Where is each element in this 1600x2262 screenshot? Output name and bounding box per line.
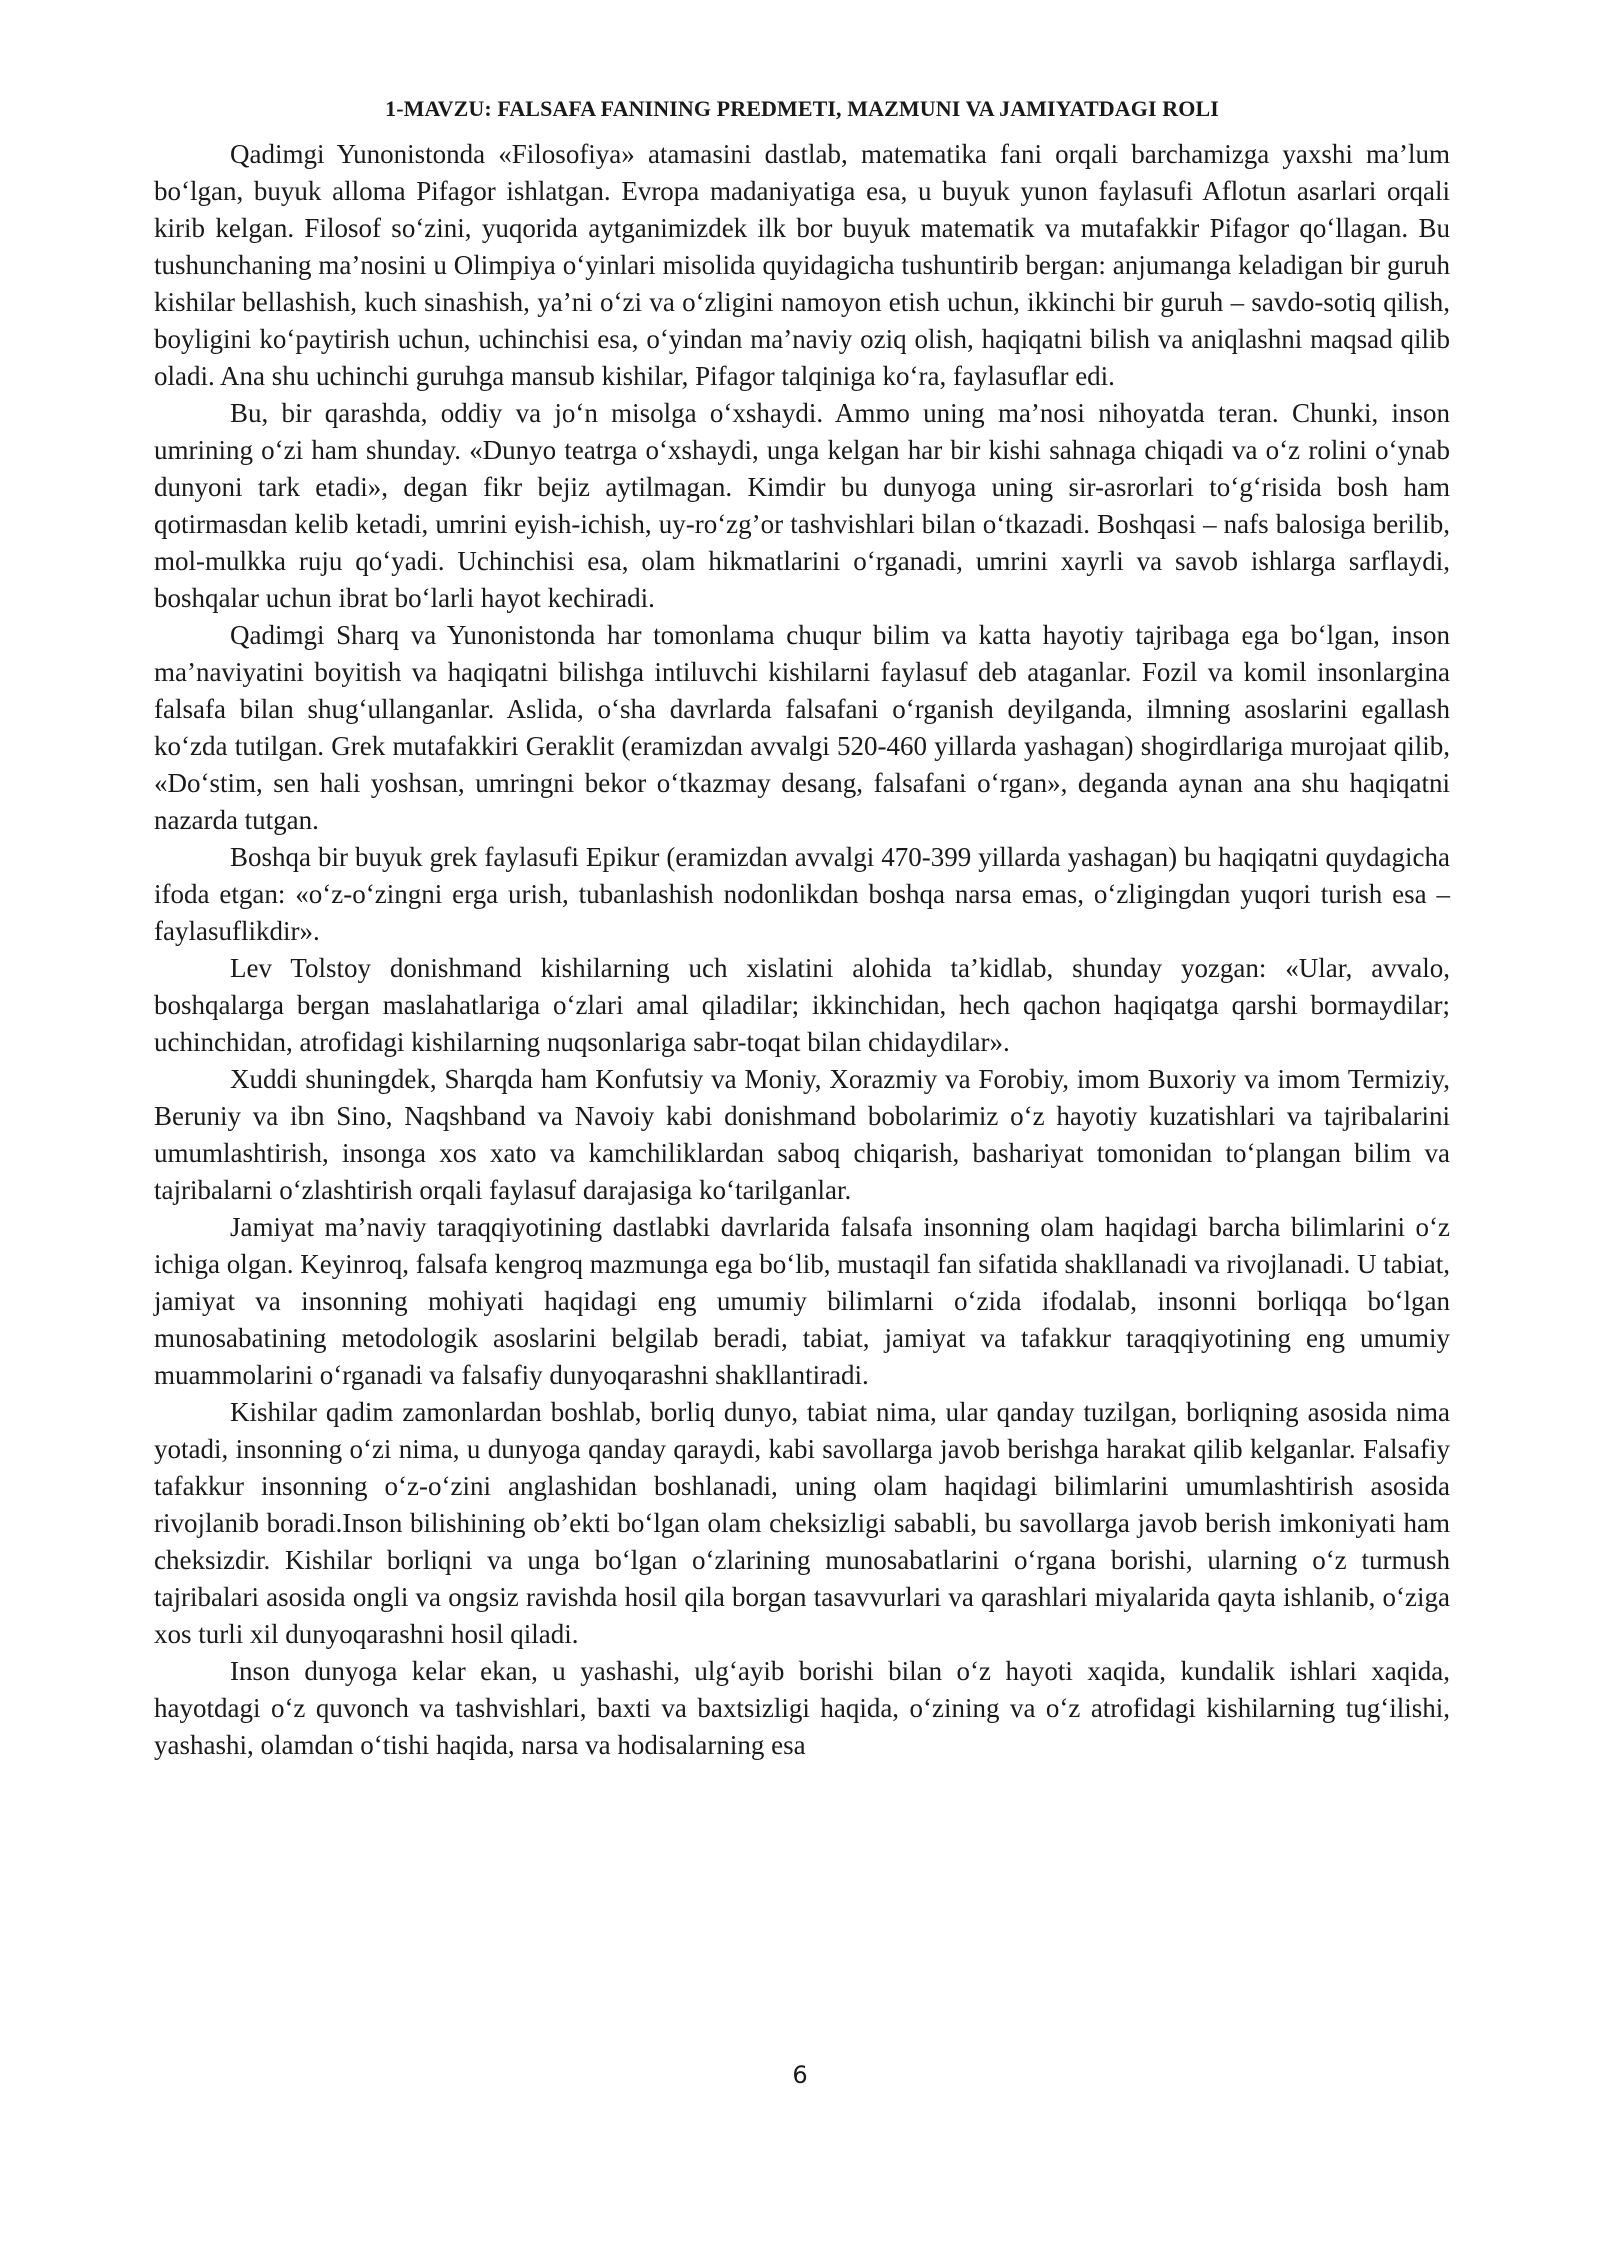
page-number: 6 [792, 2061, 808, 2089]
paragraph: Xuddi shuningdek, Sharqda ham Konfutsiy va Moniy, Xorazmiy va Forobiy, imom Buxoriy va imom Termiziy, Beruniy va ibn Sino, Naqshband va Navoiy kabi donishmand bobolarimiz o‘z hayotiy kuzatishlari va tajribalarini umumlashtirish, insonga xos xato va kamchiliklardan saboq chiqarish, bashariyat tomonidan to‘plangan bilim va tajribalarni o‘zlashtirish orqali faylasuf darajasiga ko‘tarilganlar. [154, 1064, 1450, 1205]
document-body [154, 136, 1450, 1764]
paragraph: Inson dunyoga kelar ekan, u yashashi, ulg‘ayib borishi bilan o‘z hayoti xaqida, kundalik ishlari xaqida, hayotdagi o‘z quvonch va tashvishlari, baxti va baxtsizligi haqida, o‘zining va o‘z atrofidagi kishilarning tug‘ilishi, yashashi, olamdan o‘tishi haqida, narsa va hodisalarning esa [154, 1656, 1450, 1760]
paragraph: Boshqa bir buyuk grek faylasufi Epikur (eramizdan avvalgi 470-399 yillarda yashagan) bu haqiqatni quydagicha ifoda etgan: «o‘z-o‘zingni erga urish, tubanlashish nodonlikdan boshqa narsa emas, o‘zligingdan yuqori turish esa – faylasuflikdir». [154, 842, 1450, 946]
paragraph: Kishilar qadim zamonlardan boshlab, borliq dunyo, tabiat nima, ular qanday tuzilgan, borliqning asosida nima yotadi, insonning o‘zi nima, u dunyoga qanday qaraydi, kabi savollarga javob berishga harakat qilib kelganlar. Falsafiy tafakkur insonning o‘z-o‘zini anglashidan boshlanadi, uning olam haqidagi bilimlarini umumlashtirish asosida rivojlanib boradi.Inson bilishining ob’ekti bo‘lgan olam cheksizligi sababli, bu savollarga javob berish imkoniyati ham cheksizdir. Kishilar borliqni va unga bo‘lgan o‘zlarining munosabatlarini o‘rgana borishi, ularning o‘z turmush tajribalari asosida ongli va ongsiz ravishda hosil qila borgan tasavvurlari va qarashlari miyalarida qayta ishlanib, o‘ziga xos turli xil dunyoqarashni hosil qiladi. [154, 1397, 1450, 1649]
page-title: 1-MAVZU: FALSAFA FANINING PREDMETI, MAZMUNI VA JAMIYATDAGI ROLI [385, 96, 1219, 121]
paragraph: Jamiyat ma’naviy taraqqiyotining dastlabki davrlarida falsafa insonning olam haqidagi barcha bilimlarini o‘z ichiga olgan. Keyinroq, falsafa kengroq mazmunga ega bo‘lib, mustaqil fan sifatida shakllanadi va rivojlanadi. U tabiat, jamiyat va insonning mohiyati haqidagi eng umumiy bilimlarni o‘zida ifodalab, insonni borliqqa bo‘lgan munosabatining metodologik asoslarini belgilab beradi, tabiat, jamiyat va tafakkur taraqqiyotining eng umumiy muammolarini o‘rganadi va falsafiy dunyoqarashni shakllantiradi. [154, 1212, 1450, 1390]
paragraph: Qadimgi Yunonistonda «Filosofiya» atamasini dastlab, matematika fani orqali barchamizga yaxshi ma’lum bo‘lgan, buyuk alloma Pifagor ishlatgan. Evropa madaniyatiga esa, u buyuk yunon faylasufi Aflotun asarlari orqali kirib kelgan. Filosof so‘zini, yuqorida aytganimizdek ilk bor buyuk matematik va mutafakkir Pifagor qo‘llagan. Bu tushunchaning ma’nosini u Olimpiya o‘yinlari misolida quyidagicha tushuntirib bergan: anjumanga keladigan bir guruh kishilar bellashish, kuch sinashish, ya’ni o‘zi va o‘zligini namoyon etish uchun, ikkinchi bir guruh – savdo-sotiq qilish, boyligini ko‘paytirish uchun, uchinchisi esa, o‘yindan ma’naviy oziq olish, haqiqatni bilish va aniqlashni maqsad qilib oladi. Ana shu uchinchi guruhga mansub kishilar, Pifagor talqiniga ko‘ra, faylasuflar edi. [154, 139, 1450, 391]
paragraph: Lev Tolstoy donishmand kishilarning uch xislatini alohida ta’kidlab, shunday yozgan: «Ular, avvalo, boshqalarga bergan maslahatlariga o‘zlari amal qiladilar; ikkinchidan, hech qachon haqiqatga qarshi bormaydilar; uchinchidan, atrofidagi kishilarning nuqsonlariga sabr-toqat bilan chidaydilar». [154, 953, 1450, 1057]
paragraph: Bu, bir qarashda, oddiy va jo‘n misolga o‘xshaydi. Ammo uning ma’nosi nihoyatda teran. Chunki, inson umrining o‘zi ham shunday. «Dunyo teatrga o‘xshaydi, unga kelgan har bir kishi sahnaga chiqadi va o‘z rolini o‘ynab dunyoni tark etadi», degan fikr bejiz aytilmagan. Kimdir bu dunyoga uning sir-asrorlari to‘g‘risida bosh ham qotirmasdan kelib ketadi, umrini eyish-ichish, uy-ro‘zg’or tashvishlari bilan o‘tkazadi. Boshqasi – nafs balosiga berilib, mol-mulkka ruju qo‘yadi. Uchinchisi esa, olam hikmatlarini o‘rganadi, umrini xayrli va savob ishlarga sarflaydi, boshqalar uchun ibrat bo‘larli hayot kechiradi. [154, 398, 1450, 613]
paragraph: Qadimgi Sharq va Yunonistonda har tomonlama chuqur bilim va katta hayotiy tajribaga ega bo‘lgan, inson ma’naviyatini boyitish va haqiqatni bilishga intiluvchi kishilarni faylasuf deb ataganlar. Fozil va komil insonlargina falsafa bilan shug‘ullanganlar. Aslida, o‘sha davrlarda falsafani o‘rganish deyilganda, ilmning asoslarini egallash ko‘zda tutilgan. Grek mutafakkiri Geraklit (eramizdan avvalgi 520-460 yillarda yashagan) shogirdlariga murojaat qilib, «Do‘stim, sen hali yoshsan, umringni bekor o‘tkazmay desang, falsafani o‘rgan», deganda aynan ana shu haqiqatni nazarda tutgan. [154, 620, 1450, 835]
